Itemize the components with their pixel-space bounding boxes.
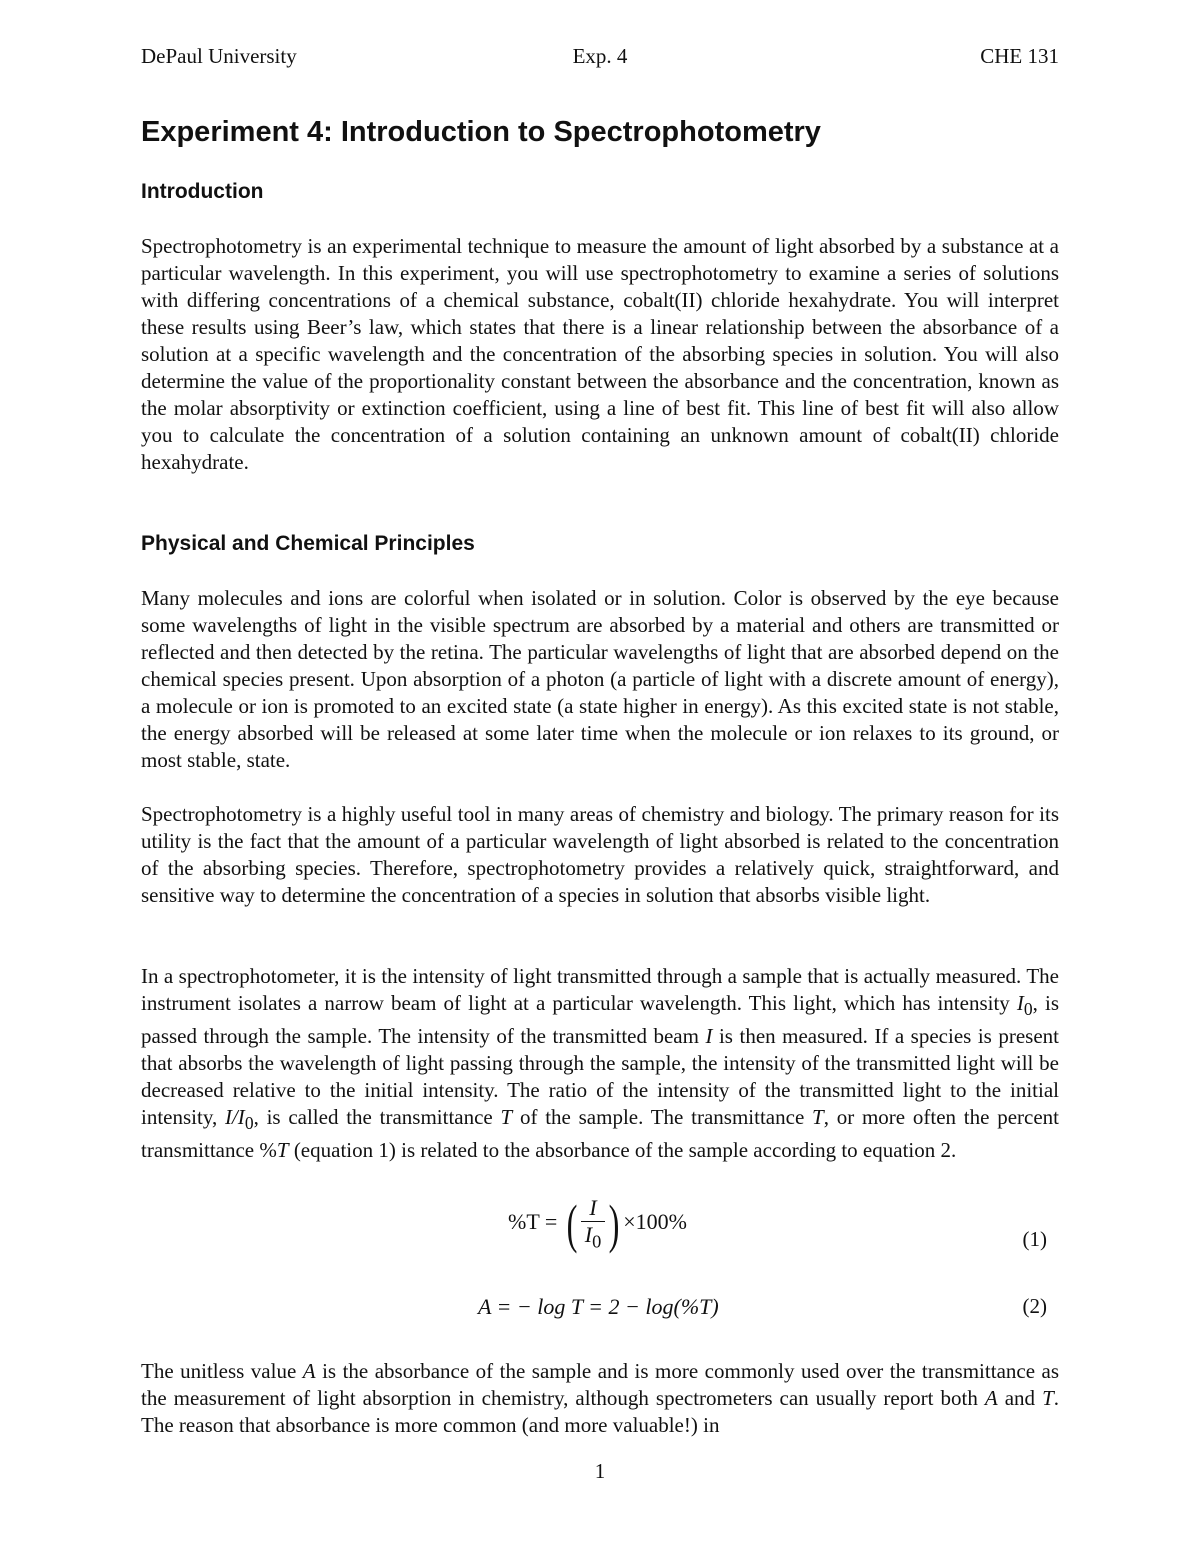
left-paren-icon: ( (566, 1193, 578, 1254)
introduction-paragraph: Spectrophotometry is an experimental technique to measure the amount of light absorbed by a substance at a particular wavelength. In this experiment, you will use spectrophotometry to examine a series of solutions with differing concentrations of a chemical substance, cobalt(II) chloride hexahydrate. You will interpret these results using Beer’s law, which states that there is a linear relationship between the absorbance of a solution at a specific wavelength and the concentration of the absorbing species in solution. You will also determine the value of the proportionality constant between the absorbance and the concentration, known as the molar absorptivity or extinction coefficient, using a line of best fit. This line of best fit will also allow you to calculate the concentration of a solution containing an unknown amount of cobalt(II) chloride hexahydrate. (141, 234, 1059, 474)
equation-2: A = − log T = 2 − log(%T) (478, 1294, 719, 1319)
header-course: CHE 131 (980, 44, 1059, 68)
principles-paragraph-4: The unitless value A is the absorbance of the sample and is more commonly used over the transmittance as the measurement of light absorption in chemistry, although spectrometers can usually report both A and T. The reason that absorbance is more common (and more valuable!) in (141, 1359, 1060, 1437)
introduction-heading: Introduction (141, 180, 264, 203)
principles-paragraph-2: Spectrophotometry is a highly useful tool in many areas of chemistry and biology. The primary reason for its utility is the fact that the amount of a particular wavelength of light absorbed is related to the concentration of the absorbing species. Therefore, spectrophotometry provides a relatively quick, straightforward, and sensitive way to determine the concentration of a species in solution that absorbs visible light. (141, 802, 1059, 907)
equation-1-number: (1) (1022, 1227, 1047, 1251)
header-experiment: Exp. 4 (572, 44, 628, 68)
principles-heading: Physical and Chemical Principles (141, 532, 475, 555)
equation-1-fraction: $\frac{I}{I_0}$ (581, 1195, 606, 1252)
page-number: 1 (594, 1459, 606, 1483)
equation-2-number: (2) (1022, 1294, 1047, 1318)
equation-1-rhs: ×100% (623, 1208, 687, 1234)
header-institution: DePaul University (141, 44, 297, 68)
principles-paragraph-1: Many molecules and ions are colorful when isolated or in solution. Color is observed by the eye because some wavelengths of light in the visible spectrum are absorbed by a material and others are transmitted or reflected and then detected by the retina. The particular wavelengths of light that are absorbed depend on the chemical species present. Upon absorption of a photon (a particle of light with a discrete amount of energy), a molecule or ion is promoted to an excited state (a state higher in energy). As this excited state is not stable, the energy absorbed will be released at some later time when the molecule or ion relaxes to its ground, or most stable, state. (141, 586, 1059, 772)
right-paren-icon: ) (608, 1193, 620, 1254)
principles-paragraph-3: In a spectrophotometer, it is the intensity of light transmitted through a sample that is actually measured. The instrument isolates a narrow beam of light at a particular wavelength. This light, which has intensity $I_0$, is passed through the sample. The intensity of the transmitted beam I is then measured. If a species is present that absorbs the wavelength of light passing through the sample, the intensity of the transmitted light will be decreased relative to the initial intensity. The ratio of the intensity of the transmitted light to the initial intensity, $I/I_0$, is called the transmittance T of the sample. The transmittance T, or more often the percent transmittance %T (equation 1) is related to the absorbance of the sample according to equation 2. (141, 964, 1059, 1163)
equation-1-lhs: %T = (508, 1208, 558, 1234)
equation-1 (508, 1195, 687, 1252)
page-title: Experiment 4: Introduction to Spectrophotometry (141, 116, 821, 148)
